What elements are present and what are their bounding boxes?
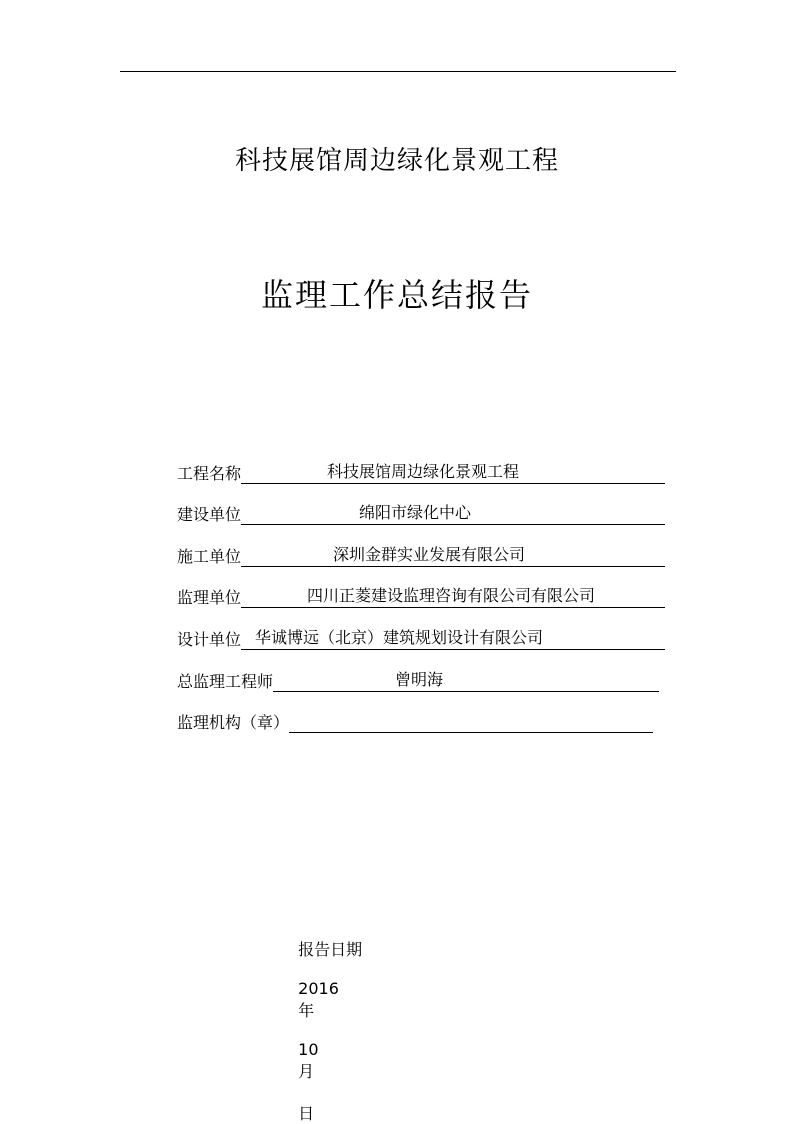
field-value: 曾明海 [395, 670, 444, 689]
report-date-month-unit: 月 [298, 1062, 315, 1081]
report-date-year-unit: 年 [298, 1001, 315, 1020]
field-value-line [241, 627, 665, 650]
field-contractor [177, 541, 665, 567]
report-title: 监理工作总结报告 [260, 276, 533, 314]
field-value-line [241, 585, 665, 608]
field-label: 监理机构（章） [177, 713, 290, 732]
field-label: 工程名称 [177, 464, 242, 483]
report-date-label: 报告日期 [298, 940, 363, 959]
field-label: 设计单位 [177, 630, 242, 649]
report-date-month: 10 [298, 1040, 319, 1059]
field-label: 施工单位 [177, 547, 242, 566]
header-rule [120, 71, 676, 72]
field-label: 建设单位 [177, 505, 242, 524]
field-value: 深圳金群实业发展有限公司 [333, 545, 526, 564]
field-value-line [241, 544, 665, 567]
field-project-name [177, 458, 665, 484]
field-supervisor [177, 582, 665, 608]
field-value-line [241, 502, 665, 525]
report-date [288, 918, 362, 1124]
field-label: 监理单位 [177, 588, 242, 607]
field-supervision-seal [177, 707, 653, 733]
field-value-line [289, 710, 653, 733]
field-label: 总监理工程师 [177, 672, 274, 691]
report-date-year: 2016 [298, 979, 339, 998]
field-value: 绵阳市绿化中心 [359, 503, 472, 522]
field-value-line [273, 669, 659, 692]
field-designer [177, 624, 665, 650]
report-date-day-unit: 日 [298, 1104, 315, 1123]
field-value: 四川正菱建设监理咨询有限公司有限公司 [307, 586, 596, 605]
field-value-line [241, 461, 665, 484]
field-value: 华诚博远（北京）建筑规划设计有限公司 [255, 628, 544, 647]
field-chief-engineer [177, 666, 659, 692]
field-value: 科技展馆周边绿化景观工程 [327, 462, 520, 481]
project-title: 科技展馆周边绿化景观工程 [234, 146, 559, 176]
field-construction-unit [177, 499, 665, 525]
